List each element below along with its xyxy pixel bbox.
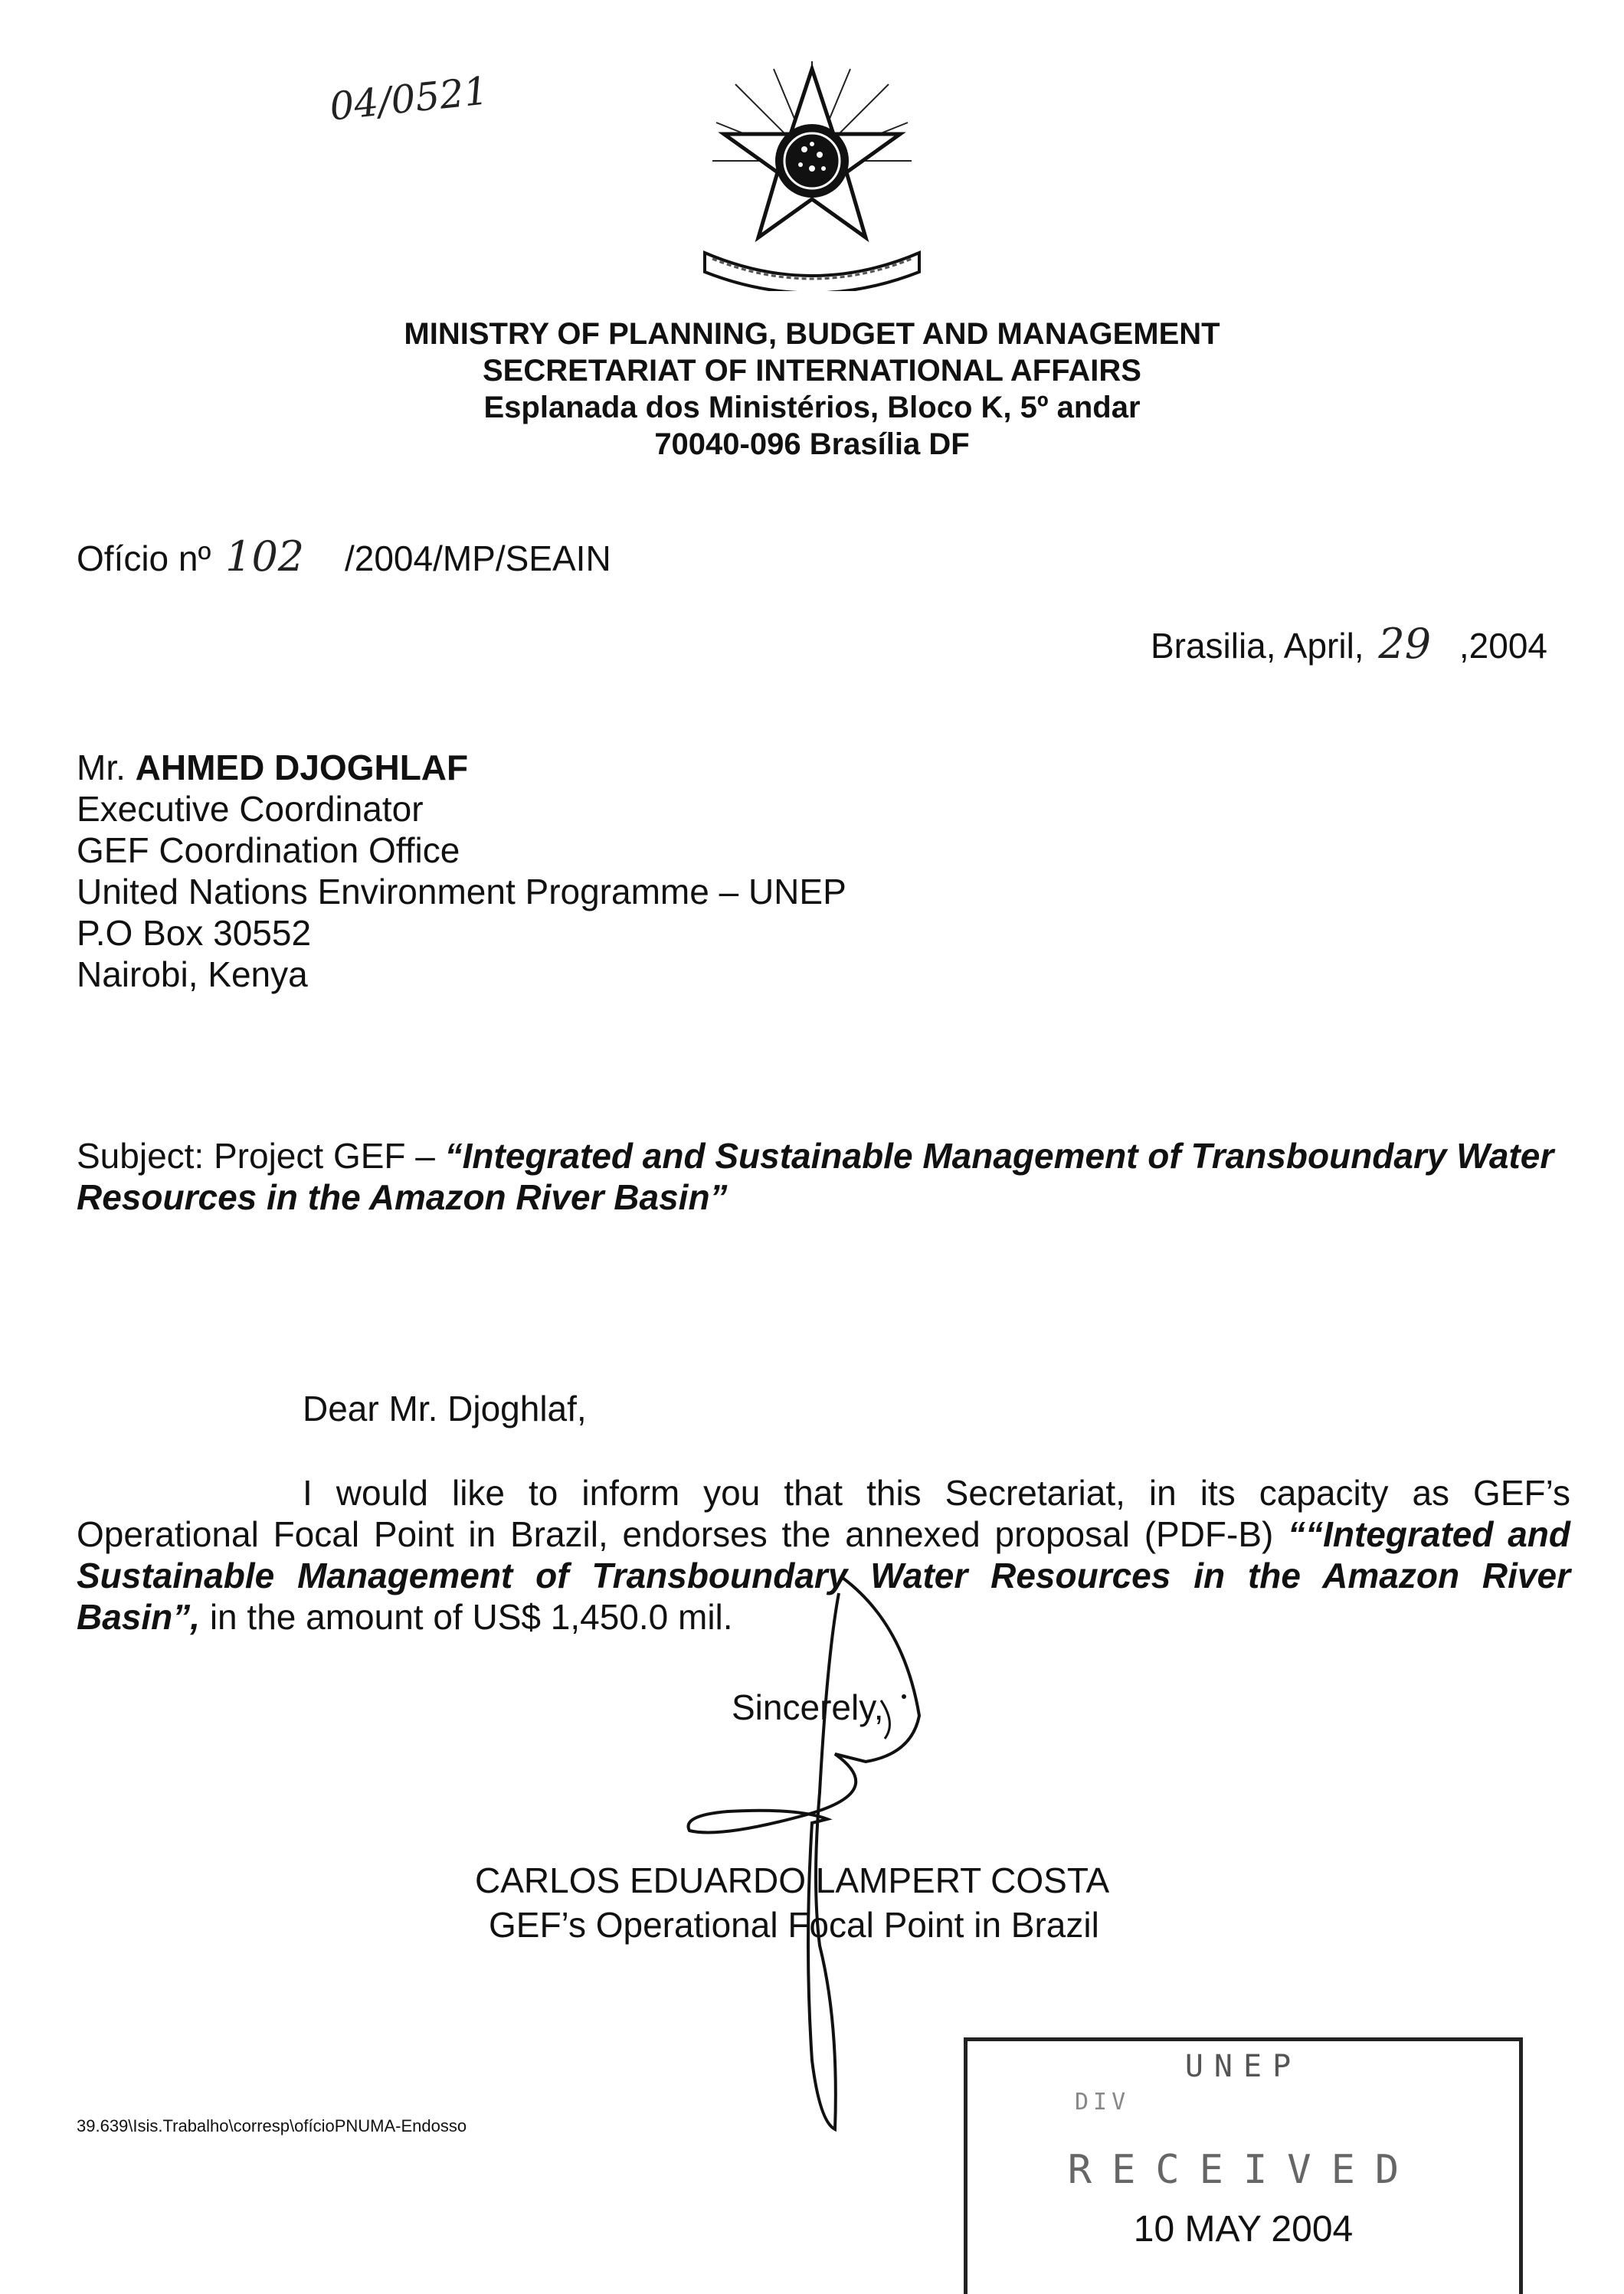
signatory-name: CARLOS EDUARDO LAMPERT COSTA — [475, 1860, 1110, 1900]
body-text-part1: I would like to inform you that this Secretariat, in its capacity as GEF’s Operational Focal Point in Brazil, endorses the annexed proposal (PDF-B) — [77, 1473, 1570, 1554]
body-project-title: ““Integrated and Sustainable Management of Transboundary Water Resources in the Amazon River Basin”, — [77, 1514, 1570, 1637]
greeting: Dear Mr. Djoghlaf, — [303, 1389, 587, 1428]
letterhead-ministry: MINISTRY OF PLANNING, BUDGET AND MANAGEMENT — [404, 317, 1220, 351]
reference-number — [77, 532, 611, 581]
recipient-organization: United Nations Environment Programme – UNEP — [77, 872, 846, 911]
recipient-position: Executive Coordinator — [77, 789, 424, 829]
closing: Sincerely, — [732, 1687, 884, 1727]
recipient-block — [77, 747, 846, 995]
letterhead-postal-code: 70040-096 Brasília DF — [654, 427, 970, 461]
recipient-title-prefix: Mr. — [77, 748, 126, 787]
signatory-title: GEF’s Operational Focal Point in Brazil — [489, 1905, 1099, 1945]
stamp-date: 10 MAY 2004 — [1133, 2209, 1354, 2250]
body-text-part2: in the amount of US$ 1,450.0 mil. — [209, 1597, 733, 1637]
received-stamp — [964, 2037, 1523, 2294]
signature-scribble — [674, 1563, 1004, 2145]
emblem-center-disc — [775, 124, 849, 198]
coat-of-arms-emblem — [689, 54, 935, 291]
recipient-name-line — [77, 747, 846, 788]
date-prefix: Brasilia, April, — [1150, 626, 1364, 666]
date-suffix: ,2004 — [1459, 626, 1547, 666]
reference-prefix: Ofício nº — [77, 538, 211, 578]
stamp-received: RECEIVED — [1067, 2147, 1419, 2193]
reference-suffix: /2004/MP/SEAIN — [344, 538, 611, 578]
date-handwritten-day: 29 — [1378, 620, 1432, 668]
recipient-po-box: P.O Box 30552 — [77, 913, 312, 953]
stamp-division: DIV — [1075, 2089, 1131, 2116]
letterhead-address: Esplanada dos Ministérios, Bloco K, 5º andar — [483, 391, 1141, 424]
letter-date — [1150, 620, 1547, 668]
reference-handwritten-number: 102 — [225, 532, 305, 581]
subject-prefix: Subject: Project GEF – — [77, 1136, 435, 1176]
subject-project-title: “Integrated and Sustainable Management of Transboundary Water Resources in the Amazon River Basin” — [77, 1136, 1554, 1217]
recipient-city: Nairobi, Kenya — [77, 954, 308, 994]
footer-file-path: 39.639\Isis.Trabalho\corresp\ofícioPNUMA-Endosso — [77, 2116, 467, 2135]
handwritten-file-number: 04/0521 — [327, 68, 491, 129]
recipient-office: GEF Coordination Office — [77, 830, 460, 870]
recipient-name: AHMED DJOGHLAF — [135, 748, 469, 787]
stamp-org: UNEP — [1184, 2049, 1302, 2084]
subject-line — [77, 1135, 1578, 1218]
letterhead-secretariat: SECRETARIAT OF INTERNATIONAL AFFAIRS — [483, 354, 1141, 388]
emblem-ribbon — [705, 253, 919, 291]
